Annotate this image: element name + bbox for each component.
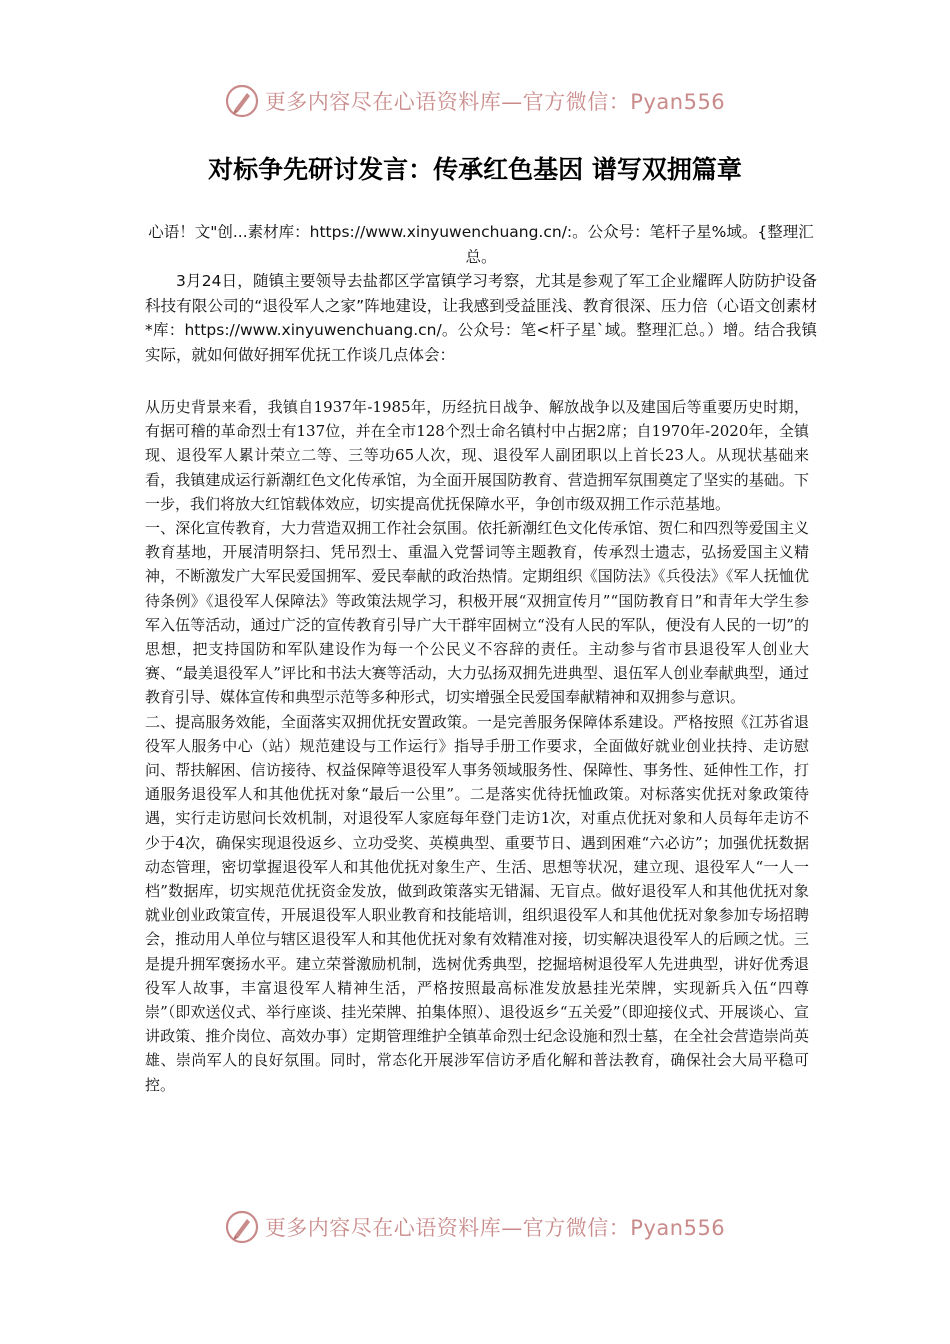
pen-logo-icon (225, 1210, 259, 1244)
watermark-text: 更多内容尽在心语资料库—官方微信：Pyan556 (264, 1216, 726, 1240)
source-line: 心语！文"创...素材库：https://www.xinyuwenchuang.cn/:。公众号：笔杆子星%域。{整理汇总。 (148, 223, 814, 266)
watermark-text: 更多内容尽在心语资料库—官方微信：Pyan556 (264, 90, 726, 114)
lead-paragraph: 3月24日，随镇主要领导去盐都区学富镇学习考察，尤其是参观了军工企业耀晖人防防护设备科技有限公司的“退役军人之家”阵地建设，让我感到受益匪浅、教育很深、压力倍（心语文创素材*库：https://www.xinyuwenchuang.cn/。公众号：笔<杆子星`域。整理汇总。）增。结合我镇实际，就如何做好拥军优抚工作谈几点体会： (145, 272, 817, 364)
document-title: 对标争先研讨发言：传承红色基因 谱写双拥篇章 (208, 155, 742, 184)
intro-block (145, 220, 817, 367)
document-body (145, 395, 809, 1097)
paragraph-section-1: 一、深化宣传教育，大力营造双拥工作社会氛围。依托新潮红色文化传承馆、贺仁和四烈等爱国主义教育基地，开展清明祭扫、凭吊烈士、重温入党誓词等主题教育，传承烈士遗志，弘扬爱国主义精神，不断激发广大军民爱国拥军、爱民奉献的政治热情。定期组织《国防法》《兵役法》《军人抚恤优待条例》《退役军人保障法》等政策法规学习，积极开展“双拥宣传月”“国防教育日”和青年大学生参军入伍等活动，通过广泛的宣传教育引导广大干群牢固树立“没有人民的军队，便没有人民的一切”的思想，把支持国防和军队建设作为每一个公民义不容辞的责任。主动参与省市县退役军人创业大赛、“最美退役军人”评比和书法大赛等活动，大力弘扬双拥先进典型、退伍军人创业奉献典型，通过教育引导、媒体宣传和典型示范等多种形式，切实增强全民爱国奉献精神和双拥参与意识。 (145, 519, 809, 707)
watermark-header (0, 84, 950, 118)
watermark-footer (0, 1210, 950, 1244)
paragraph-section-2: 二、提高服务效能，全面落实双拥优抚安置政策。一是完善服务保障体系建设。严格按照《江苏省退役军人服务中心（站）规范建设与工作运行》指导手册工作要求，全面做好就业创业扶持、走访慰问、帮扶解困、信访接待、权益保障等退役军人事务领域服务性、保障性、事务性、延伸性工作，打通服务退役军人和其他优抚对象“最后一公里”。二是落实优待抚恤政策。对标落实优抚对象政策待遇，实行走访慰问长效机制，对退役军人家庭每年登门走访1次，对重点优抚对象和人员每年走访不少于4次，确保实现退役返乡、立功受奖、英模典型、重要节日、遇到困难“六必访”；加强优抚数据动态管理，密切掌握退役军人和其他优抚对象生产、生活、思想等状况，建立现、退役军人“一人一档”数据库，切实规范优抚资金发放，做到政策落实无错漏、无盲点。做好退役军人和其他优抚对象就业创业政策宣传，开展退役军人职业教育和技能培训，组织退役军人和其他优抚对象参加专场招聘会，推动用人单位与辖区退役军人和其他优抚对象有效精准对接，切实解决退役军人的后顾之忧。三是提升拥军褒扬水平。建立荣誉激励机制，选树优秀典型，挖掘培树退役军人先进典型，讲好优秀退役军人故事，丰富退役军人精神生活，严格按照最高标准发放悬挂光荣牌，实现新兵入伍“四尊崇”（即欢送仪式、举行座谈、挂光荣牌、拍集体照）、退役返乡“五关爱”（即迎接仪式、开展谈心、宣讲政策、推介岗位、高效办事）定期管理维护全镇革命烈士纪念设施和烈士墓，在全社会营造崇尚英雄、崇尚军人的良好氛围。同时，常态化开展涉军信访矛盾化解和普法教育，确保社会大局平稳可控。 (145, 712, 809, 1094)
paragraph-background: 从历史背景来看，我镇自1937年-1985年，历经抗日战争、解放战争以及建国后等重要历史时期，有据可稽的革命烈士有137位，并在全市128个烈士命名镇村中占据2席；自1970年-2020年，全镇现、退役军人累计荣立二等、三等功65人次，现、退役军人副团职以上首长23人。从现状基础来看，我镇建成运行新潮红色文化传承馆，为全面开展国防教育、营造拥军氛围奠定了坚实的基础。下一步，我们将放大红馆载体效应，切实提高优抚保障水平，争创市级双拥工作示范基地。 (145, 398, 809, 513)
pen-logo-icon (225, 84, 259, 118)
